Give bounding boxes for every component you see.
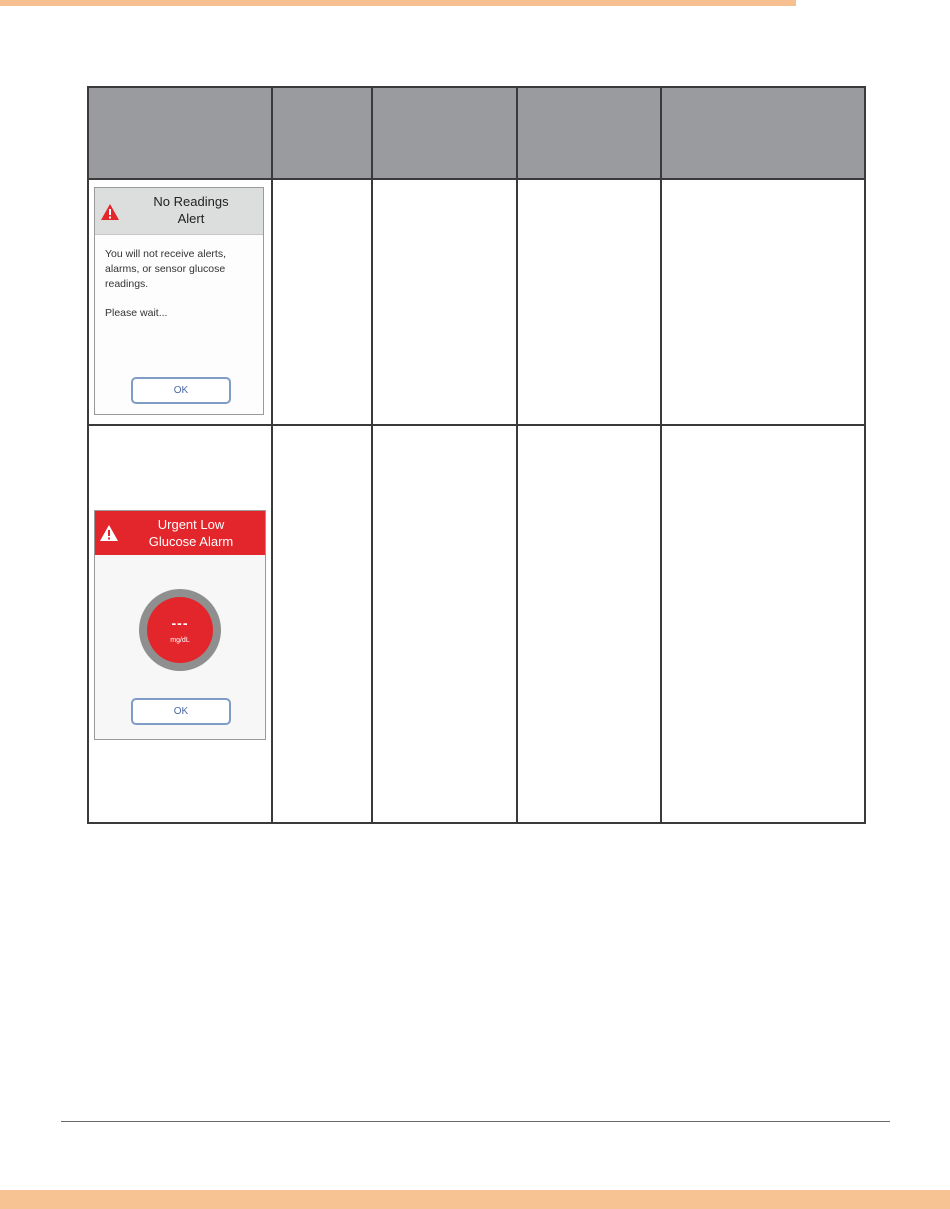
top-rule <box>0 0 950 6</box>
alert-title: No Readings Alert <box>153 194 229 226</box>
table-cell <box>372 425 517 823</box>
table-cell <box>661 425 865 823</box>
alert-body <box>95 235 263 321</box>
ok-button[interactable]: OK <box>131 698 231 725</box>
table-cell <box>517 179 661 425</box>
ok-button[interactable]: OK <box>131 377 231 404</box>
glucose-reading-dial <box>139 589 221 671</box>
warning-triangle-icon <box>99 524 119 542</box>
header-cell-5 <box>661 87 865 179</box>
alert-message: You will not receive alerts, alarms, or sensor glucose readings. <box>105 248 227 290</box>
table-cell <box>661 179 865 425</box>
header-cell-2 <box>272 87 372 179</box>
table-row <box>88 179 865 425</box>
table-cell <box>372 179 517 425</box>
screen-cell <box>88 179 272 425</box>
header-cell-4 <box>517 87 661 179</box>
footer-divider <box>61 1121 890 1122</box>
no-readings-alert-screen <box>94 187 264 415</box>
footer-band <box>0 1190 950 1209</box>
table-cell <box>272 425 372 823</box>
table-cell <box>272 179 372 425</box>
glucose-reading-value: --- <box>171 615 189 631</box>
glucose-reading-unit: mg/dL <box>170 637 190 644</box>
table-row <box>88 425 865 823</box>
alert-status: Please wait... <box>105 307 168 319</box>
alarm-header <box>95 511 265 555</box>
warning-triangle-icon <box>100 203 120 221</box>
alarm-title: Urgent Low Glucose Alarm <box>148 517 234 549</box>
header-cell-1 <box>88 87 272 179</box>
screen-cell <box>88 425 272 823</box>
alert-header <box>95 188 263 235</box>
header-cell-3 <box>372 87 517 179</box>
table-cell <box>517 425 661 823</box>
table-header-row <box>88 87 865 179</box>
urgent-low-glucose-alarm-screen <box>94 510 266 740</box>
alerts-table <box>87 86 866 824</box>
